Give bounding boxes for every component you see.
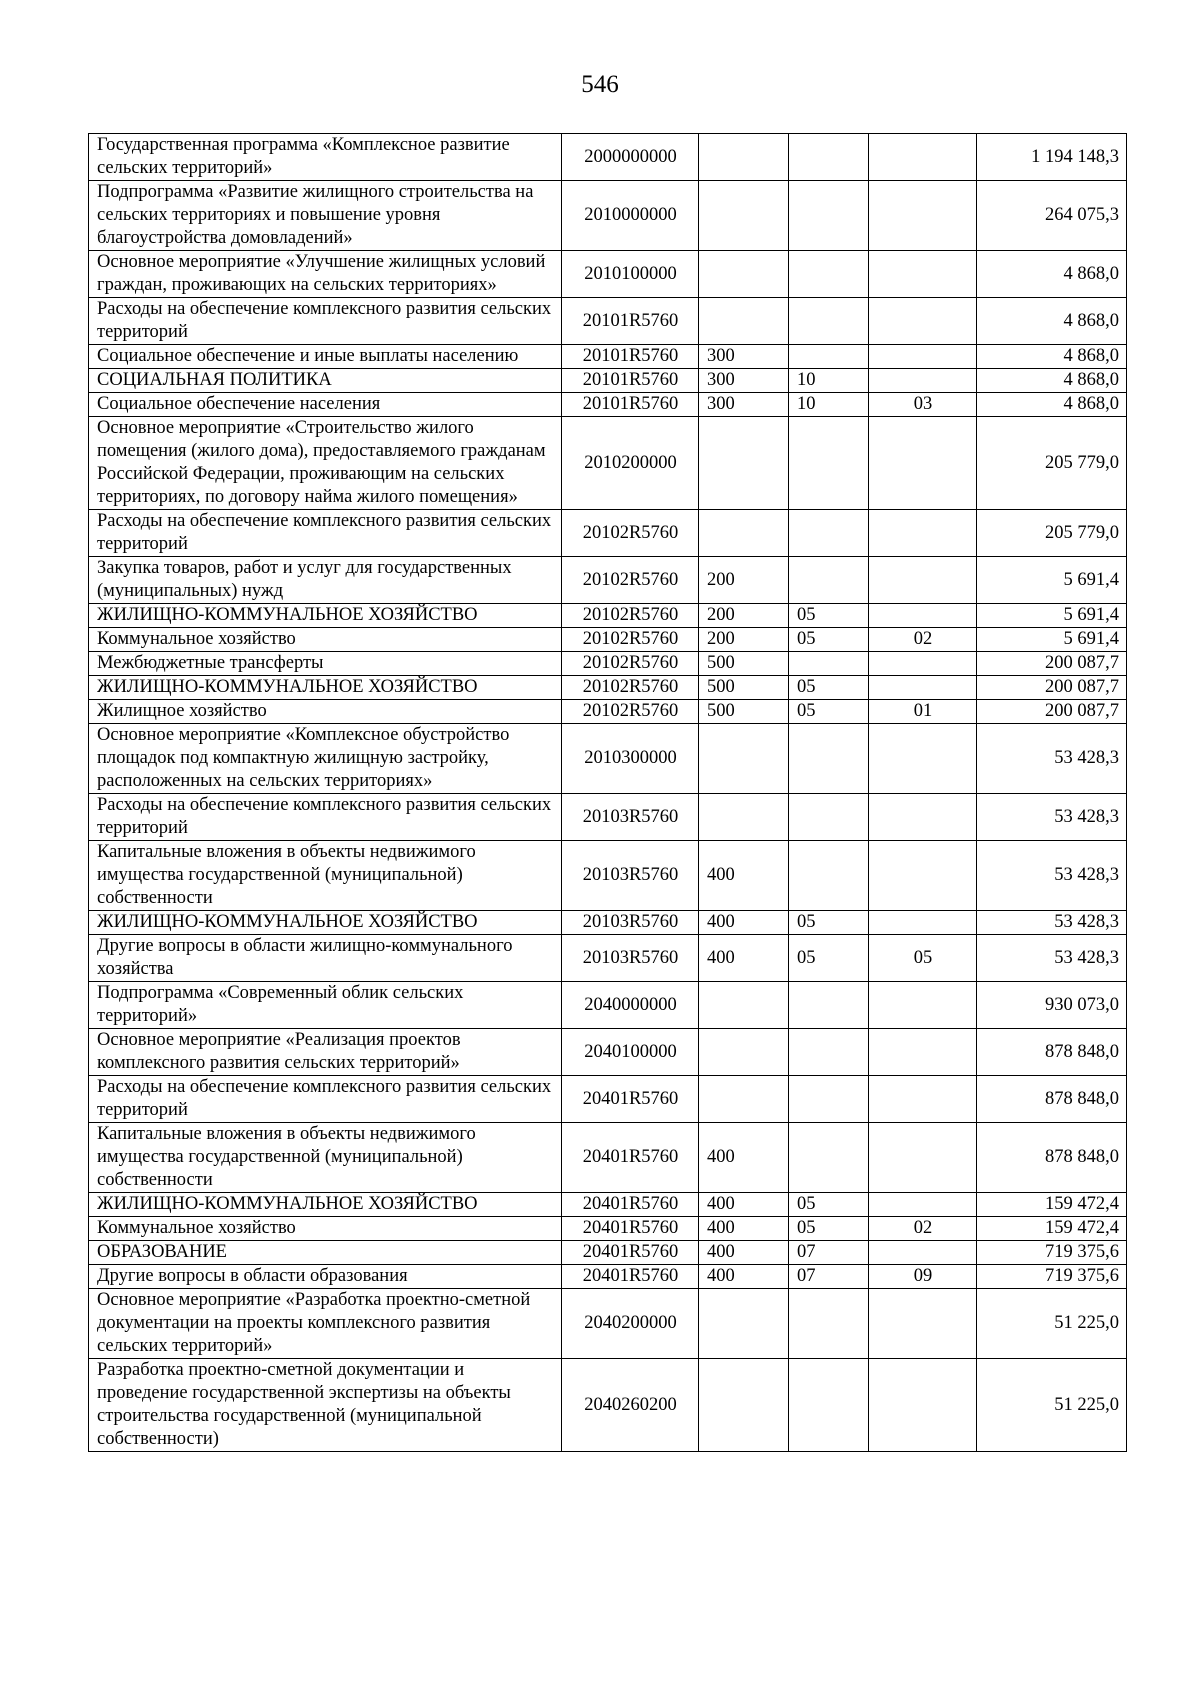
subsection-cell bbox=[869, 1193, 977, 1217]
item-name-cell: Капитальные вложения в объекты недвижимого имущества государственной (муниципальной) собственности bbox=[89, 1123, 562, 1193]
target-code-cell: 2010000000 bbox=[562, 181, 699, 251]
item-name-cell: Подпрограмма «Современный облик сельских территорий» bbox=[89, 982, 562, 1029]
expense-type-cell: 400 bbox=[699, 841, 789, 911]
amount-cell: 5 691,4 bbox=[977, 557, 1127, 604]
section-cell bbox=[789, 1076, 869, 1123]
item-name-cell: Основное мероприятие «Разработка проектно-сметной документации на проекты комплексного развития сельских территорий» bbox=[89, 1289, 562, 1359]
expense-type-cell bbox=[699, 298, 789, 345]
item-name-cell: Межбюджетные трансферты bbox=[89, 652, 562, 676]
table-row bbox=[89, 652, 1127, 676]
page-number: 546 bbox=[581, 71, 619, 98]
table-row bbox=[89, 557, 1127, 604]
item-name-cell: ОБРАЗОВАНИЕ bbox=[89, 1241, 562, 1265]
item-name-cell: Закупка товаров, работ и услуг для государственных (муниципальных) нужд bbox=[89, 557, 562, 604]
target-code-cell: 20102R5760 bbox=[562, 676, 699, 700]
section-cell: 10 bbox=[789, 393, 869, 417]
target-code-cell: 20102R5760 bbox=[562, 510, 699, 557]
section-cell bbox=[789, 1123, 869, 1193]
section-cell: 05 bbox=[789, 1217, 869, 1241]
target-code-cell: 20103R5760 bbox=[562, 841, 699, 911]
item-name-cell: Расходы на обеспечение комплексного развития сельских территорий bbox=[89, 298, 562, 345]
item-name-cell: Коммунальное хозяйство bbox=[89, 628, 562, 652]
target-code-cell: 2040100000 bbox=[562, 1029, 699, 1076]
table-row bbox=[89, 1193, 1127, 1217]
amount-cell: 53 428,3 bbox=[977, 724, 1127, 794]
section-cell bbox=[789, 1289, 869, 1359]
target-code-cell: 20401R5760 bbox=[562, 1076, 699, 1123]
table-row bbox=[89, 1289, 1127, 1359]
target-code-cell: 2010300000 bbox=[562, 724, 699, 794]
expense-type-cell bbox=[699, 134, 789, 181]
table-row bbox=[89, 345, 1127, 369]
item-name-cell: СОЦИАЛЬНАЯ ПОЛИТИКА bbox=[89, 369, 562, 393]
item-name-cell: Государственная программа «Комплексное развитие сельских территорий» bbox=[89, 134, 562, 181]
expense-type-cell: 500 bbox=[699, 652, 789, 676]
expense-type-cell: 300 bbox=[699, 393, 789, 417]
section-cell bbox=[789, 510, 869, 557]
section-cell bbox=[789, 1359, 869, 1452]
expense-type-cell: 300 bbox=[699, 345, 789, 369]
expense-type-cell: 200 bbox=[699, 604, 789, 628]
table-row bbox=[89, 1265, 1127, 1289]
subsection-cell bbox=[869, 1289, 977, 1359]
expense-type-cell bbox=[699, 1076, 789, 1123]
table-row bbox=[89, 393, 1127, 417]
expense-type-cell bbox=[699, 1029, 789, 1076]
section-cell: 07 bbox=[789, 1265, 869, 1289]
subsection-cell bbox=[869, 251, 977, 298]
amount-cell: 205 779,0 bbox=[977, 510, 1127, 557]
table-row bbox=[89, 604, 1127, 628]
section-cell: 05 bbox=[789, 604, 869, 628]
expense-type-cell: 200 bbox=[699, 557, 789, 604]
section-cell bbox=[789, 345, 869, 369]
target-code-cell: 20401R5760 bbox=[562, 1217, 699, 1241]
budget-table-body bbox=[89, 134, 1127, 1452]
subsection-cell bbox=[869, 676, 977, 700]
subsection-cell bbox=[869, 181, 977, 251]
expense-type-cell: 200 bbox=[699, 628, 789, 652]
subsection-cell bbox=[869, 724, 977, 794]
subsection-cell: 01 bbox=[869, 700, 977, 724]
subsection-cell: 03 bbox=[869, 393, 977, 417]
amount-cell: 159 472,4 bbox=[977, 1193, 1127, 1217]
subsection-cell bbox=[869, 345, 977, 369]
subsection-cell bbox=[869, 794, 977, 841]
subsection-cell bbox=[869, 298, 977, 345]
target-code-cell: 20101R5760 bbox=[562, 369, 699, 393]
expense-type-cell bbox=[699, 417, 789, 510]
section-cell: 05 bbox=[789, 628, 869, 652]
item-name-cell: Расходы на обеспечение комплексного развития сельских территорий bbox=[89, 794, 562, 841]
table-row bbox=[89, 369, 1127, 393]
item-name-cell: Расходы на обеспечение комплексного развития сельских территорий bbox=[89, 510, 562, 557]
amount-cell: 719 375,6 bbox=[977, 1241, 1127, 1265]
item-name-cell: Основное мероприятие «Комплексное обустройство площадок под компактную жилищную застройку, расположенных на сельских территориях» bbox=[89, 724, 562, 794]
target-code-cell: 20102R5760 bbox=[562, 652, 699, 676]
section-cell: 05 bbox=[789, 911, 869, 935]
amount-cell: 878 848,0 bbox=[977, 1029, 1127, 1076]
subsection-cell bbox=[869, 1241, 977, 1265]
table-row bbox=[89, 841, 1127, 911]
section-cell bbox=[789, 724, 869, 794]
section-cell: 05 bbox=[789, 700, 869, 724]
item-name-cell: ЖИЛИЩНО-КОММУНАЛЬНОЕ ХОЗЯЙСТВО bbox=[89, 604, 562, 628]
table-row bbox=[89, 982, 1127, 1029]
target-code-cell: 20401R5760 bbox=[562, 1123, 699, 1193]
section-cell bbox=[789, 251, 869, 298]
subsection-cell bbox=[869, 982, 977, 1029]
amount-cell: 4 868,0 bbox=[977, 345, 1127, 369]
expense-type-cell: 400 bbox=[699, 1241, 789, 1265]
amount-cell: 159 472,4 bbox=[977, 1217, 1127, 1241]
item-name-cell: Другие вопросы в области жилищно-коммунального хозяйства bbox=[89, 935, 562, 982]
table-row bbox=[89, 251, 1127, 298]
amount-cell: 5 691,4 bbox=[977, 604, 1127, 628]
amount-cell: 205 779,0 bbox=[977, 417, 1127, 510]
expense-type-cell bbox=[699, 724, 789, 794]
item-name-cell: Основное мероприятие «Реализация проектов комплексного развития сельских территорий» bbox=[89, 1029, 562, 1076]
table-row bbox=[89, 1123, 1127, 1193]
table-row bbox=[89, 628, 1127, 652]
expense-type-cell bbox=[699, 794, 789, 841]
table-row bbox=[89, 1076, 1127, 1123]
item-name-cell: Основное мероприятие «Строительство жилого помещения (жилого дома), предоставляемого гражданам Российской Федерации, проживающим на сельских территориях, по договору найма жилого помещения» bbox=[89, 417, 562, 510]
subsection-cell bbox=[869, 1359, 977, 1452]
amount-cell: 264 075,3 bbox=[977, 181, 1127, 251]
target-code-cell: 20103R5760 bbox=[562, 935, 699, 982]
expense-type-cell bbox=[699, 510, 789, 557]
table-row bbox=[89, 1359, 1127, 1452]
target-code-cell: 20103R5760 bbox=[562, 911, 699, 935]
target-code-cell: 20101R5760 bbox=[562, 298, 699, 345]
amount-cell: 51 225,0 bbox=[977, 1289, 1127, 1359]
target-code-cell: 20101R5760 bbox=[562, 393, 699, 417]
amount-cell: 53 428,3 bbox=[977, 794, 1127, 841]
expense-type-cell bbox=[699, 181, 789, 251]
expense-type-cell bbox=[699, 1359, 789, 1452]
section-cell bbox=[789, 557, 869, 604]
section-cell bbox=[789, 134, 869, 181]
table-row bbox=[89, 417, 1127, 510]
table-row bbox=[89, 1029, 1127, 1076]
amount-cell: 200 087,7 bbox=[977, 676, 1127, 700]
section-cell bbox=[789, 652, 869, 676]
amount-cell: 5 691,4 bbox=[977, 628, 1127, 652]
expense-type-cell: 400 bbox=[699, 1265, 789, 1289]
amount-cell: 4 868,0 bbox=[977, 393, 1127, 417]
table-row bbox=[89, 911, 1127, 935]
expense-type-cell: 400 bbox=[699, 911, 789, 935]
table-row bbox=[89, 134, 1127, 181]
target-code-cell: 2040000000 bbox=[562, 982, 699, 1029]
expense-type-cell: 400 bbox=[699, 1217, 789, 1241]
amount-cell: 200 087,7 bbox=[977, 700, 1127, 724]
section-cell bbox=[789, 298, 869, 345]
item-name-cell: Жилищное хозяйство bbox=[89, 700, 562, 724]
target-code-cell: 20101R5760 bbox=[562, 345, 699, 369]
item-name-cell: Расходы на обеспечение комплексного развития сельских территорий bbox=[89, 1076, 562, 1123]
section-cell bbox=[789, 794, 869, 841]
expense-type-cell: 400 bbox=[699, 1123, 789, 1193]
section-cell: 07 bbox=[789, 1241, 869, 1265]
amount-cell: 4 868,0 bbox=[977, 298, 1127, 345]
expense-type-cell: 500 bbox=[699, 700, 789, 724]
subsection-cell bbox=[869, 841, 977, 911]
expense-type-cell bbox=[699, 251, 789, 298]
subsection-cell: 09 bbox=[869, 1265, 977, 1289]
item-name-cell: Капитальные вложения в объекты недвижимого имущества государственной (муниципальной) собственности bbox=[89, 841, 562, 911]
expense-type-cell: 300 bbox=[699, 369, 789, 393]
amount-cell: 878 848,0 bbox=[977, 1076, 1127, 1123]
section-cell: 05 bbox=[789, 935, 869, 982]
table-row bbox=[89, 181, 1127, 251]
amount-cell: 719 375,6 bbox=[977, 1265, 1127, 1289]
target-code-cell: 20102R5760 bbox=[562, 700, 699, 724]
target-code-cell: 2000000000 bbox=[562, 134, 699, 181]
amount-cell: 1 194 148,3 bbox=[977, 134, 1127, 181]
target-code-cell: 2010200000 bbox=[562, 417, 699, 510]
amount-cell: 53 428,3 bbox=[977, 841, 1127, 911]
table-row bbox=[89, 724, 1127, 794]
amount-cell: 51 225,0 bbox=[977, 1359, 1127, 1452]
expense-type-cell: 400 bbox=[699, 935, 789, 982]
section-cell: 10 bbox=[789, 369, 869, 393]
subsection-cell: 05 bbox=[869, 935, 977, 982]
budget-table bbox=[88, 133, 1127, 1452]
item-name-cell: Подпрограмма «Развитие жилищного строительства на сельских территориях и повышение уровня благоустройства домовладений» bbox=[89, 181, 562, 251]
target-code-cell: 20401R5760 bbox=[562, 1193, 699, 1217]
target-code-cell: 2040260200 bbox=[562, 1359, 699, 1452]
table-row bbox=[89, 1241, 1127, 1265]
target-code-cell: 2040200000 bbox=[562, 1289, 699, 1359]
subsection-cell bbox=[869, 134, 977, 181]
section-cell bbox=[789, 181, 869, 251]
item-name-cell: Основное мероприятие «Улучшение жилищных условий граждан, проживающих на сельских территориях» bbox=[89, 251, 562, 298]
section-cell: 05 bbox=[789, 1193, 869, 1217]
amount-cell: 930 073,0 bbox=[977, 982, 1127, 1029]
target-code-cell: 20102R5760 bbox=[562, 557, 699, 604]
item-name-cell: Разработка проектно-сметной документации и проведение государственной экспертизы на объекты строительства государственной (муниципальной собственности) bbox=[89, 1359, 562, 1452]
table-row bbox=[89, 510, 1127, 557]
expense-type-cell bbox=[699, 982, 789, 1029]
target-code-cell: 20102R5760 bbox=[562, 604, 699, 628]
subsection-cell bbox=[869, 1029, 977, 1076]
table-row bbox=[89, 298, 1127, 345]
expense-type-cell: 400 bbox=[699, 1193, 789, 1217]
section-cell bbox=[789, 982, 869, 1029]
item-name-cell: Другие вопросы в области образования bbox=[89, 1265, 562, 1289]
subsection-cell bbox=[869, 911, 977, 935]
item-name-cell: Социальное обеспечение и иные выплаты населению bbox=[89, 345, 562, 369]
subsection-cell: 02 bbox=[869, 1217, 977, 1241]
target-code-cell: 20401R5760 bbox=[562, 1265, 699, 1289]
subsection-cell: 02 bbox=[869, 628, 977, 652]
expense-type-cell bbox=[699, 1289, 789, 1359]
target-code-cell: 20102R5760 bbox=[562, 628, 699, 652]
target-code-cell: 20103R5760 bbox=[562, 794, 699, 841]
table-row bbox=[89, 676, 1127, 700]
subsection-cell bbox=[869, 652, 977, 676]
item-name-cell: ЖИЛИЩНО-КОММУНАЛЬНОЕ ХОЗЯЙСТВО bbox=[89, 911, 562, 935]
table-row bbox=[89, 794, 1127, 841]
section-cell bbox=[789, 1029, 869, 1076]
subsection-cell bbox=[869, 604, 977, 628]
table-row bbox=[89, 1217, 1127, 1241]
table-row bbox=[89, 935, 1127, 982]
section-cell: 05 bbox=[789, 676, 869, 700]
subsection-cell bbox=[869, 417, 977, 510]
expense-type-cell: 500 bbox=[699, 676, 789, 700]
subsection-cell bbox=[869, 557, 977, 604]
target-code-cell: 20401R5760 bbox=[562, 1241, 699, 1265]
subsection-cell bbox=[869, 369, 977, 393]
item-name-cell: ЖИЛИЩНО-КОММУНАЛЬНОЕ ХОЗЯЙСТВО bbox=[89, 1193, 562, 1217]
section-cell bbox=[789, 417, 869, 510]
subsection-cell bbox=[869, 1076, 977, 1123]
target-code-cell: 2010100000 bbox=[562, 251, 699, 298]
amount-cell: 4 868,0 bbox=[977, 251, 1127, 298]
amount-cell: 53 428,3 bbox=[977, 911, 1127, 935]
item-name-cell: Социальное обеспечение населения bbox=[89, 393, 562, 417]
amount-cell: 53 428,3 bbox=[977, 935, 1127, 982]
amount-cell: 200 087,7 bbox=[977, 652, 1127, 676]
subsection-cell bbox=[869, 1123, 977, 1193]
item-name-cell: Коммунальное хозяйство bbox=[89, 1217, 562, 1241]
section-cell bbox=[789, 841, 869, 911]
item-name-cell: ЖИЛИЩНО-КОММУНАЛЬНОЕ ХОЗЯЙСТВО bbox=[89, 676, 562, 700]
subsection-cell bbox=[869, 510, 977, 557]
table-row bbox=[89, 700, 1127, 724]
amount-cell: 4 868,0 bbox=[977, 369, 1127, 393]
amount-cell: 878 848,0 bbox=[977, 1123, 1127, 1193]
